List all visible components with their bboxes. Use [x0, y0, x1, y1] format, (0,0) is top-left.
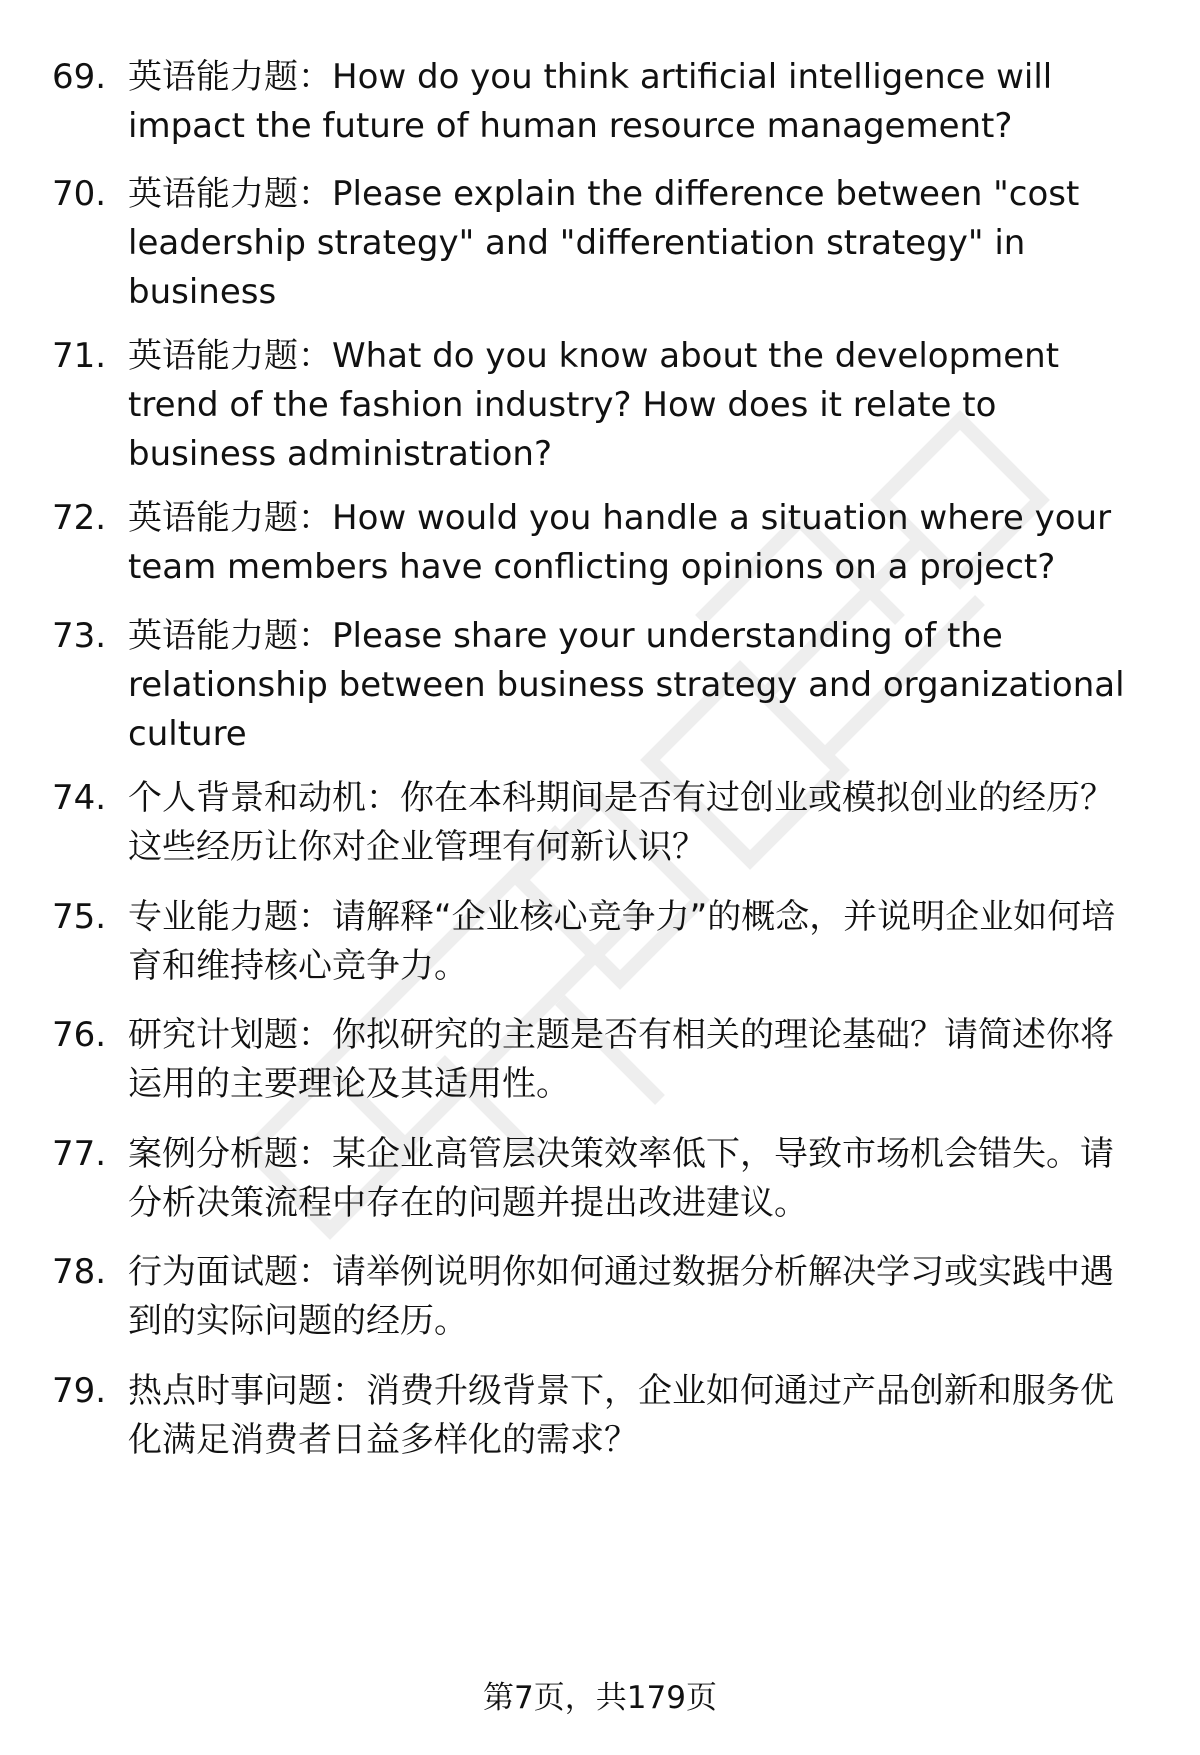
question-number: 76. — [52, 1015, 107, 1055]
question-number: 71. — [52, 336, 107, 376]
page-footer: 第7页，共179页 — [483, 1680, 717, 1716]
question-text: 英语能力题：How would you handle a situation where your team members have conflicting opinions on a project? — [128, 498, 1112, 587]
question-text: 热点时事问题：消费升级背景下，企业如何通过产品创新和服务优化满足消费者日益多样化的需求？ — [128, 1371, 1114, 1460]
question-text: 专业能力题：请解释“企业核心竞争力”的概念，并说明企业如何培育和维持核心竞争力。 — [128, 897, 1116, 986]
question-text: 个人背景和动机：你在本科期间是否有过创业或模拟创业的经历？这些经历让你对企业管理有何新认识？ — [128, 778, 1114, 867]
question-text: 英语能力题：How do you think artificial intelligence will impact the future of human resource management? — [128, 57, 1053, 146]
question-number: 78. — [52, 1252, 107, 1292]
question-number: 70. — [52, 174, 107, 214]
question-number: 72. — [52, 498, 107, 538]
question-text: 英语能力题：Please share your understanding of the relationship between business strategy and organizational culture — [128, 616, 1125, 754]
question-number: 74. — [52, 778, 107, 818]
question-number: 79. — [52, 1371, 107, 1411]
question-number: 69. — [52, 57, 107, 97]
question-text: 英语能力题：What do you know about the development trend of the fashion industry? How does it relate to business administration? — [128, 336, 1060, 474]
question-text: 英语能力题：Please explain the difference between "cost leadership strategy" and "differentiation strategy" in business — [128, 174, 1080, 312]
question-number: 75. — [52, 897, 107, 937]
question-number: 77. — [52, 1134, 107, 1174]
question-text: 行为面试题：请举例说明你如何通过数据分析解决学习或实践中遇到的实际问题的经历。 — [128, 1252, 1114, 1341]
question-number: 73. — [52, 616, 107, 656]
question-text: 研究计划题：你拟研究的主题是否有相关的理论基础？请简述你将运用的主要理论及其适用性。 — [128, 1015, 1114, 1104]
question-text: 案例分析题：某企业高管层决策效率低下，导致市场机会错失。请分析决策流程中存在的问题并提出改进建议。 — [128, 1134, 1114, 1223]
